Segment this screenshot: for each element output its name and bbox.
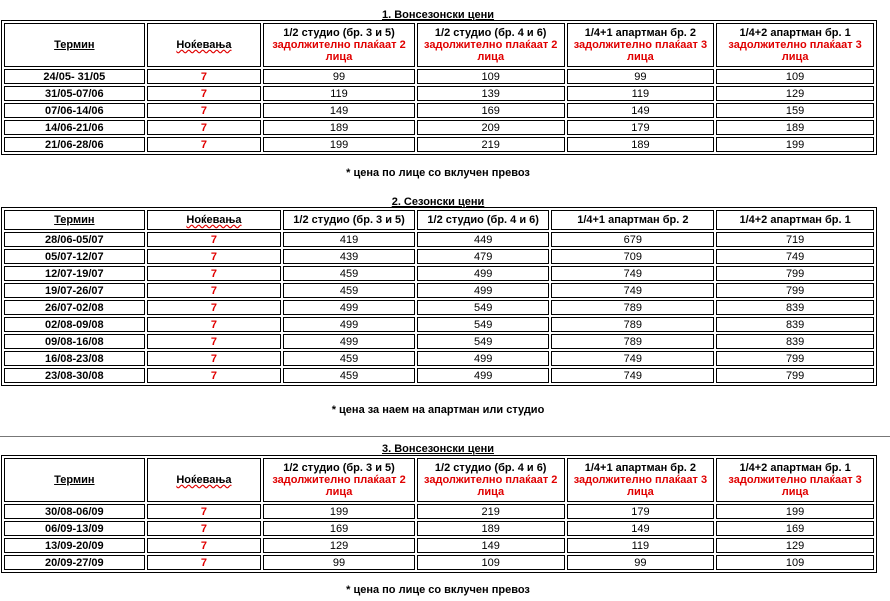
- price-cell-studio-3-5: 459: [283, 283, 415, 298]
- section1-title: 1. Вонсезонски цени: [381, 9, 495, 21]
- price-cell-studio-3-5: 189: [263, 120, 415, 135]
- nights-cell: 7: [147, 103, 262, 118]
- price-cell-studio-3-5: 419: [283, 232, 415, 247]
- price-cell-apartment-2: 789: [551, 317, 714, 332]
- section3-title: 3. Вонсезонски цени: [381, 443, 495, 455]
- section2-title: 2. Сезонски цени: [391, 196, 485, 208]
- price-cell-studio-3-5: 129: [263, 538, 415, 553]
- price-cell-studio-4-6: 109: [417, 69, 565, 84]
- term-cell: 14/06-21/06: [4, 120, 145, 135]
- term-cell: 07/06-14/06: [4, 103, 145, 118]
- price-cell-apartment-1: 799: [716, 368, 874, 383]
- price-cell-apartment-1: 159: [716, 103, 874, 118]
- price-cell-studio-3-5: 99: [263, 555, 415, 570]
- term-cell: 16/08-23/08: [4, 351, 145, 366]
- header-studio-3-5: 1/2 студио (бр. 3 и 5) задолжително плаќаат 2 лица: [263, 458, 415, 502]
- price-cell-apartment-1: 799: [716, 283, 874, 298]
- price-cell-apartment-1: 199: [716, 504, 874, 519]
- price-cell-apartment-1: 839: [716, 334, 874, 349]
- header-apartment-1: 1/4+2 апартман бр. 1 задолжително плаќаат 3 лица: [716, 458, 874, 502]
- header-apartment-1: 1/4+2 апартман бр. 1: [716, 210, 874, 230]
- term-cell: 05/07-12/07: [4, 249, 145, 264]
- table-row: [4, 317, 874, 332]
- price-cell-apartment-2: 749: [551, 351, 714, 366]
- table-row: [4, 368, 874, 383]
- price-cell-studio-3-5: 169: [263, 521, 415, 536]
- price-cell-studio-4-6: 499: [417, 266, 550, 281]
- price-cell-apartment-1: 749: [716, 249, 874, 264]
- table-row: [4, 351, 874, 366]
- term-cell: 13/09-20/09: [4, 538, 145, 553]
- header-term: Термин: [4, 458, 145, 502]
- price-cell-apartment-1: 839: [716, 300, 874, 315]
- nights-cell: 7: [147, 351, 282, 366]
- section2-note: * цена за наем на апартман или студио: [331, 404, 545, 416]
- price-cell-studio-4-6: 139: [417, 86, 565, 101]
- table-row: [4, 555, 874, 570]
- nights-cell: 7: [147, 368, 282, 383]
- term-cell: 21/06-28/06: [4, 137, 145, 152]
- nights-cell: 7: [147, 283, 282, 298]
- price-cell-studio-3-5: 459: [283, 266, 415, 281]
- header-apartment-2: 1/4+1 апартман бр. 2 задолжително плаќаат 3 лица: [567, 458, 715, 502]
- table-row: [4, 504, 874, 519]
- nights-cell: 7: [147, 300, 282, 315]
- header-nights: Ноќевања: [147, 23, 262, 67]
- nights-cell: 7: [147, 137, 262, 152]
- term-cell: 31/05-07/06: [4, 86, 145, 101]
- price-cell-studio-3-5: 199: [263, 504, 415, 519]
- price-cell-apartment-2: 99: [567, 69, 715, 84]
- table-row: [4, 137, 874, 152]
- term-cell: 24/05- 31/05: [4, 69, 145, 84]
- term-cell: 28/06-05/07: [4, 232, 145, 247]
- header-term: Термин: [4, 23, 145, 67]
- table-row: [4, 120, 874, 135]
- price-table-season: [1, 207, 877, 386]
- price-cell-studio-4-6: 209: [417, 120, 565, 135]
- price-cell-apartment-2: 119: [567, 538, 715, 553]
- table-row: [4, 103, 874, 118]
- price-cell-apartment-2: 149: [567, 521, 715, 536]
- price-cell-studio-3-5: 499: [283, 300, 415, 315]
- price-cell-studio-3-5: 439: [283, 249, 415, 264]
- nights-cell: 7: [147, 334, 282, 349]
- header-studio-4-6: 1/2 студио (бр. 4 и 6) задолжително плаќаат 2 лица: [417, 23, 565, 67]
- price-cell-apartment-2: 149: [567, 103, 715, 118]
- price-cell-apartment-1: 169: [716, 521, 874, 536]
- price-cell-apartment-2: 119: [567, 86, 715, 101]
- table-row: [4, 300, 874, 315]
- price-cell-apartment-2: 749: [551, 266, 714, 281]
- table-row: [4, 521, 874, 536]
- nights-cell: 7: [147, 555, 262, 570]
- nights-cell: 7: [147, 317, 282, 332]
- price-cell-studio-4-6: 449: [417, 232, 550, 247]
- nights-cell: 7: [147, 266, 282, 281]
- header-apartment-1: 1/4+2 апартман бр. 1 задолжително плаќаат 3 лица: [716, 23, 874, 67]
- price-cell-apartment-1: 839: [716, 317, 874, 332]
- term-cell: 20/09-27/09: [4, 555, 145, 570]
- price-cell-studio-3-5: 99: [263, 69, 415, 84]
- table-row: [4, 334, 874, 349]
- nights-cell: 7: [147, 521, 262, 536]
- nights-cell: 7: [147, 538, 262, 553]
- section1-note: * цена по лице со вклучен превоз: [346, 167, 530, 179]
- price-cell-apartment-1: 109: [716, 555, 874, 570]
- price-table-offseason-1: [1, 20, 877, 155]
- term-cell: 06/09-13/09: [4, 521, 145, 536]
- price-cell-apartment-1: 799: [716, 351, 874, 366]
- header-nights: Ноќевања: [147, 210, 282, 230]
- price-cell-apartment-2: 179: [567, 120, 715, 135]
- table-row: [4, 283, 874, 298]
- header-term: Термин: [4, 210, 145, 230]
- header-studio-3-5: 1/2 студио (бр. 3 и 5) задолжително плаќаат 2 лица: [263, 23, 415, 67]
- header-studio-3-5: 1/2 студио (бр. 3 и 5): [283, 210, 415, 230]
- price-cell-apartment-1: 199: [716, 137, 874, 152]
- nights-cell: 7: [147, 120, 262, 135]
- price-cell-studio-4-6: 499: [417, 283, 550, 298]
- price-cell-apartment-1: 719: [716, 232, 874, 247]
- price-cell-apartment-2: 179: [567, 504, 715, 519]
- price-table-offseason-3: [1, 455, 877, 573]
- nights-cell: 7: [147, 69, 262, 84]
- header-apartment-2: 1/4+1 апартман бр. 2: [551, 210, 714, 230]
- section3-note: * цена по лице со вклучен превоз: [346, 584, 530, 596]
- price-cell-studio-4-6: 189: [417, 521, 565, 536]
- nights-cell: 7: [147, 504, 262, 519]
- price-cell-studio-3-5: 119: [263, 86, 415, 101]
- price-cell-apartment-2: 749: [551, 368, 714, 383]
- header-studio-4-6: 1/2 студио (бр. 4 и 6) задолжително плаќаат 2 лица: [417, 458, 565, 502]
- price-cell-apartment-2: 789: [551, 300, 714, 315]
- price-cell-apartment-1: 799: [716, 266, 874, 281]
- price-cell-studio-4-6: 219: [417, 137, 565, 152]
- term-cell: 30/08-06/09: [4, 504, 145, 519]
- table-row: [4, 232, 874, 247]
- section-divider: [0, 436, 890, 437]
- price-cell-studio-3-5: 149: [263, 103, 415, 118]
- price-cell-apartment-2: 789: [551, 334, 714, 349]
- price-cell-studio-4-6: 169: [417, 103, 565, 118]
- price-cell-studio-3-5: 499: [283, 334, 415, 349]
- price-cell-studio-4-6: 149: [417, 538, 565, 553]
- price-cell-apartment-1: 189: [716, 120, 874, 135]
- header-studio-4-6: 1/2 студио (бр. 4 и 6): [417, 210, 550, 230]
- term-cell: 02/08-09/08: [4, 317, 145, 332]
- price-cell-studio-3-5: 499: [283, 317, 415, 332]
- price-cell-apartment-2: 99: [567, 555, 715, 570]
- price-cell-studio-4-6: 549: [417, 334, 550, 349]
- price-cell-studio-4-6: 109: [417, 555, 565, 570]
- price-cell-studio-4-6: 499: [417, 368, 550, 383]
- price-cell-apartment-1: 129: [716, 86, 874, 101]
- header-nights: Ноќевања: [147, 458, 262, 502]
- term-cell: 26/07-02/08: [4, 300, 145, 315]
- price-cell-studio-4-6: 479: [417, 249, 550, 264]
- term-cell: 12/07-19/07: [4, 266, 145, 281]
- term-cell: 09/08-16/08: [4, 334, 145, 349]
- price-cell-studio-3-5: 459: [283, 368, 415, 383]
- nights-cell: 7: [147, 232, 282, 247]
- price-cell-studio-4-6: 499: [417, 351, 550, 366]
- table-row: [4, 266, 874, 281]
- table-row: [4, 249, 874, 264]
- price-cell-studio-3-5: 199: [263, 137, 415, 152]
- price-cell-apartment-2: 679: [551, 232, 714, 247]
- term-cell: 23/08-30/08: [4, 368, 145, 383]
- price-cell-studio-4-6: 549: [417, 317, 550, 332]
- price-cell-apartment-1: 109: [716, 69, 874, 84]
- price-cell-studio-4-6: 219: [417, 504, 565, 519]
- price-cell-apartment-1: 129: [716, 538, 874, 553]
- term-cell: 19/07-26/07: [4, 283, 145, 298]
- price-cell-studio-3-5: 459: [283, 351, 415, 366]
- price-cell-studio-4-6: 549: [417, 300, 550, 315]
- table-row: [4, 86, 874, 101]
- price-cell-apartment-2: 709: [551, 249, 714, 264]
- nights-cell: 7: [147, 86, 262, 101]
- price-cell-apartment-2: 189: [567, 137, 715, 152]
- header-apartment-2: 1/4+1 апартман бр. 2 задолжително плаќаат 3 лица: [567, 23, 715, 67]
- table-row: [4, 538, 874, 553]
- nights-cell: 7: [147, 249, 282, 264]
- price-cell-apartment-2: 749: [551, 283, 714, 298]
- table-row: [4, 69, 874, 84]
